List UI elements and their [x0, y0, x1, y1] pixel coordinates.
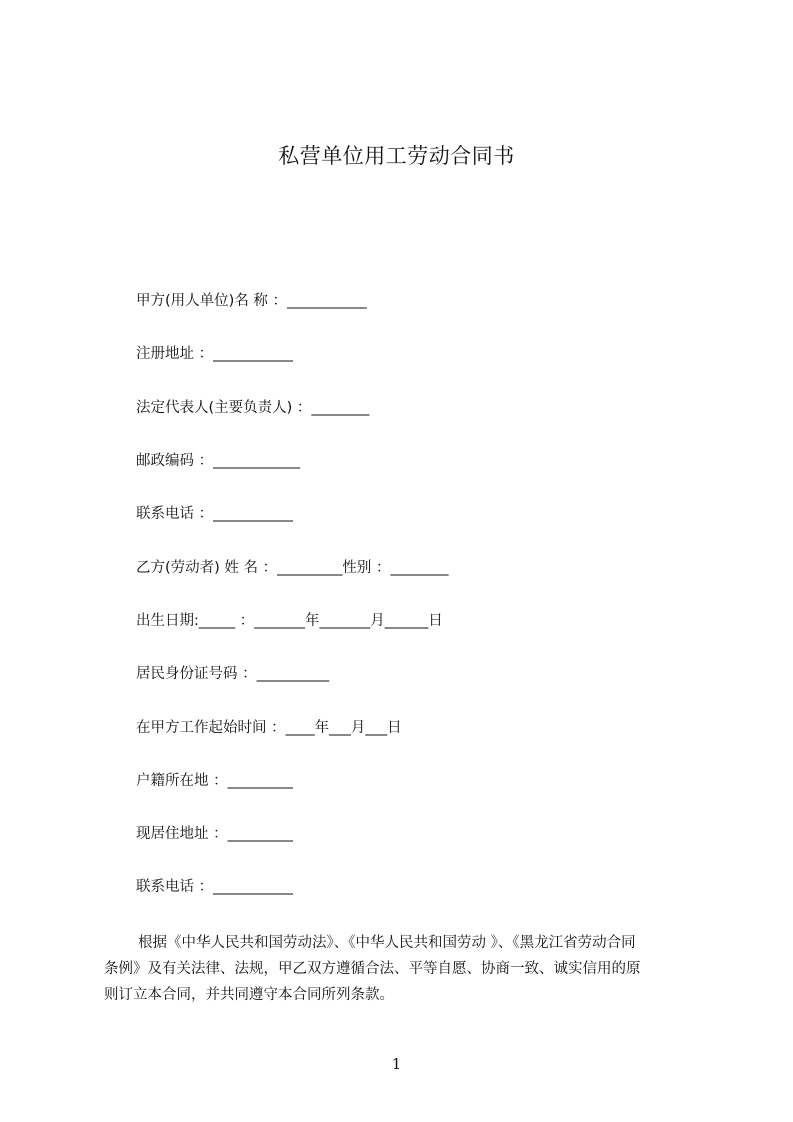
- party-a-phone-field: 联系电话 ：___________: [136, 506, 293, 522]
- paragraph-line: 则订立本合同，并共同遵守本合同所列条款。: [104, 987, 394, 1003]
- party-b-phone-field: 联系电话 ：___________: [136, 879, 293, 895]
- party-b-name-gender-field: 乙方(劳动者) 姓 名 ：_________性别 ：________: [136, 560, 449, 576]
- current-address-field: 现居住地址 ：_________: [136, 826, 293, 842]
- start-date-field: 在甲方工作起始时间 ：____年___月___日: [136, 720, 402, 736]
- paragraph-line: 根据《中华人民共和国劳动法》、《中华人民共和国劳动 》、《黑龙江省劳动合同: [138, 935, 636, 951]
- preamble-paragraph: [104, 930, 704, 1008]
- legal-representative-field: 法定代表人(主要负责人) ：________: [136, 400, 370, 416]
- registered-address-field: 注册地址 ：___________: [136, 346, 293, 362]
- postal-code-field: 邮政编码 ：____________: [136, 453, 301, 469]
- id-number-field: 居民身份证号码 ：__________: [136, 666, 330, 682]
- page-number: 1: [391, 1055, 402, 1073]
- document-title: 私营单位用工劳动合同书: [278, 144, 515, 168]
- paragraph-line: 条例》及有关法律、法规，甲乙双方遵循合法、平等自愿、协商一致、诚实信用的原: [104, 961, 641, 977]
- birth-date-field: 出生日期:_____ ：_______年_______月______日: [136, 613, 443, 629]
- household-registration-field: 户籍所在地 ：_________: [136, 773, 293, 789]
- party-a-name-field: 甲方(用人单位)名 称 ：___________: [136, 293, 367, 309]
